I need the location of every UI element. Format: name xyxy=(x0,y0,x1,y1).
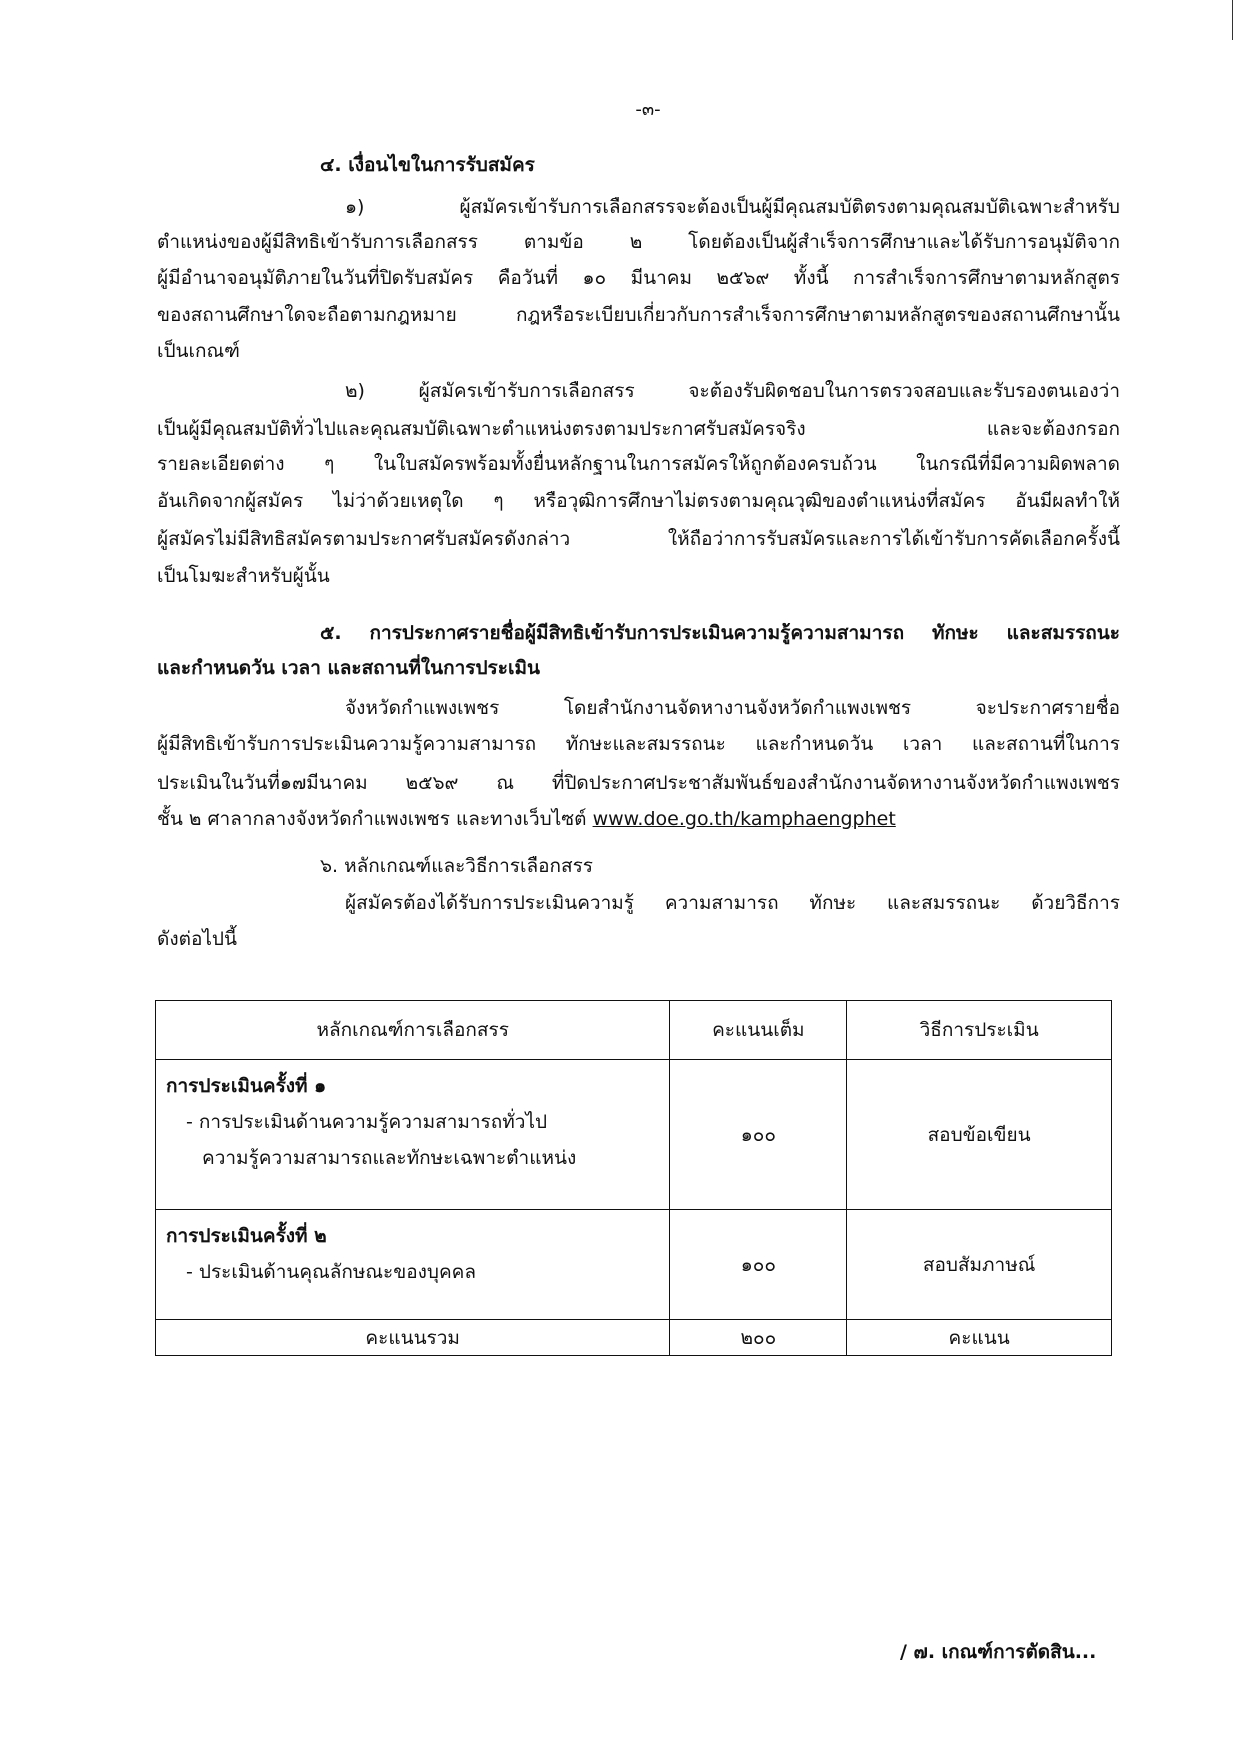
header-criteria: หลักเกณฑ์การเลือกสรร xyxy=(156,1001,670,1060)
method-cell: สอบสัมภาษณ์ xyxy=(847,1210,1112,1320)
section-4-item2-line: รายละเอียดต่าง ๆ ในใบสมัครพร้อมทั้งยื่นหลักฐานในการสมัครให้ถูกต้องครบถ้วน ในกรณีที่มีความผิดพลาด xyxy=(157,453,1120,475)
table-row xyxy=(156,1210,1112,1320)
section-4-item1-line: ตำแหน่งของผู้มีสิทธิเข้ารับการเลือกสรร ตามข้อ ๒ โดยต้องเป็นผู้สำเร็จการศึกษาและได้รับการอนุมัติจาก xyxy=(157,231,1120,253)
section-4-item1-line: เป็นเกณฑ์ xyxy=(157,340,240,362)
section-4-item1-line: ของสถานศึกษาใดจะถือตามกฎหมาย กฎหรือระเบียบเกี่ยวกับการสำเร็จการศึกษาตามหลักสูตรของสถานศึกษานั้น xyxy=(157,304,1120,326)
criteria-line: - การประเมินด้านความรู้ความสามารถทั่วไป xyxy=(186,1111,548,1133)
criteria-cell xyxy=(156,1210,670,1320)
criteria-line: ความรู้ความสามารถและทักษะเฉพาะตำแหน่ง xyxy=(202,1147,577,1169)
section-4-item1-line: ๑) ผู้สมัครเข้ารับการเลือกสรรจะต้องเป็นผู้มีคุณสมบัติตรงตามคุณสมบัติเฉพาะสำหรับ xyxy=(345,196,1120,218)
total-unit: คะแนน xyxy=(847,1320,1112,1356)
section-5-body-line: ประเมินในวันที่๑๗มีนาคม ๒๕๖๙ ณ ที่ปิดประกาศประชาสัมพันธ์ของสำนักงานจัดหางานจังหวัดกำแพงเพชร xyxy=(157,772,1120,794)
round-title: การประเมินครั้งที่ ๑ xyxy=(166,1075,327,1097)
page-number: -๓- xyxy=(635,99,661,120)
section-4-item2-line: ๒) ผู้สมัครเข้ารับการเลือกสรร จะต้องรับผิดชอบในการตรวจสอบและรับรองตนเองว่า xyxy=(345,380,1120,402)
continuation-footer: / ๗. เกณฑ์การตัดสิน... xyxy=(900,1641,1097,1663)
header-full-score: คะแนนเต็ม xyxy=(670,1001,847,1060)
section-5-body-text: ชั้น ๒ ศาลากลางจังหวัดกำแพงเพชร และทางเว็บไซต์ xyxy=(157,808,593,830)
section-4-item2-line: เป็นโมฆะสำหรับผู้นั้น xyxy=(157,565,330,587)
section-6-body-line: ผู้สมัครต้องได้รับการประเมินความรู้ ความสามารถ ทักษะ และสมรรถนะ ด้วยวิธีการ xyxy=(345,892,1120,914)
criteria-cell xyxy=(156,1060,670,1210)
section-5-body-line xyxy=(157,801,1120,837)
round-title: การประเมินครั้งที่ ๒ xyxy=(166,1225,327,1247)
section-5-body-line: จังหวัดกำแพงเพชร โดยสำนักงานจัดหางานจังหวัดกำแพงเพชร จะประกาศรายชื่อ xyxy=(345,697,1120,719)
section-4-item2-line: อันเกิดจากผู้สมัคร ไม่ว่าด้วยเหตุใด ๆ หรือวุฒิการศึกษาไม่ตรงตามคุณวุฒิของตำแหน่งที่สมัคร อันมีผลทำให้ xyxy=(157,490,1120,512)
section-4-item2-line: เป็นผู้มีคุณสมบัติทั่วไปและคุณสมบัติเฉพาะตำแหน่งตรงตามประกาศรับสมัครจริง และจะต้องกรอก xyxy=(157,418,1120,440)
total-label: คะแนนรวม xyxy=(156,1320,670,1356)
header-method: วิธีการประเมิน xyxy=(847,1001,1112,1060)
section-5-heading: ๕. การประกาศรายชื่อผู้มีสิทธิเข้ารับการประเมินความรู้ความสามารถ ทักษะ และสมรรถนะ xyxy=(320,622,1120,644)
table-total-row xyxy=(156,1320,1112,1356)
section-4-heading: ๔. เงื่อนไขในการรับสมัคร xyxy=(320,154,535,176)
scan-edge-mark xyxy=(1232,0,1233,40)
section-6-body-line: ดังต่อไปนี้ xyxy=(157,928,237,950)
section-4-item1-line: ผู้มีอำนาจอนุมัติภายในวันที่ปิดรับสมัคร คือวันที่ ๑๐ มีนาคม ๒๕๖๙ ทั้งนี้ การสำเร็จการศึกษาตามหลักสูตร xyxy=(157,267,1120,289)
section-6-heading: ๖. หลักเกณฑ์และวิธีการเลือกสรร xyxy=(320,855,594,877)
table-row xyxy=(156,1060,1112,1210)
score-cell: ๑๐๐ xyxy=(670,1210,847,1320)
section-5-heading: และกำหนดวัน เวลา และสถานที่ในการประเมิน xyxy=(157,657,540,679)
section-4-item2-line: ผู้สมัครไม่มีสิทธิสมัครตามประกาศรับสมัครดังกล่าว ให้ถือว่าการรับสมัครและการได้เข้ารับการคัดเลือกครั้งนี้ xyxy=(157,528,1120,550)
table-header-row xyxy=(156,1001,1112,1060)
section-5-body-line: ผู้มีสิทธิเข้ารับการประเมินความรู้ความสามารถ ทักษะและสมรรถนะ และกำหนดวัน เวลา และสถานที่ในการ xyxy=(157,733,1120,755)
method-cell: สอบข้อเขียน xyxy=(847,1060,1112,1210)
criteria-table xyxy=(155,1000,1112,1356)
website-link[interactable]: www.doe.go.th/kamphaengphet xyxy=(592,808,896,830)
total-score: ๒๐๐ xyxy=(670,1320,847,1356)
criteria-line: - ประเมินด้านคุณลักษณะของบุคคล xyxy=(186,1261,477,1283)
score-cell: ๑๐๐ xyxy=(670,1060,847,1210)
